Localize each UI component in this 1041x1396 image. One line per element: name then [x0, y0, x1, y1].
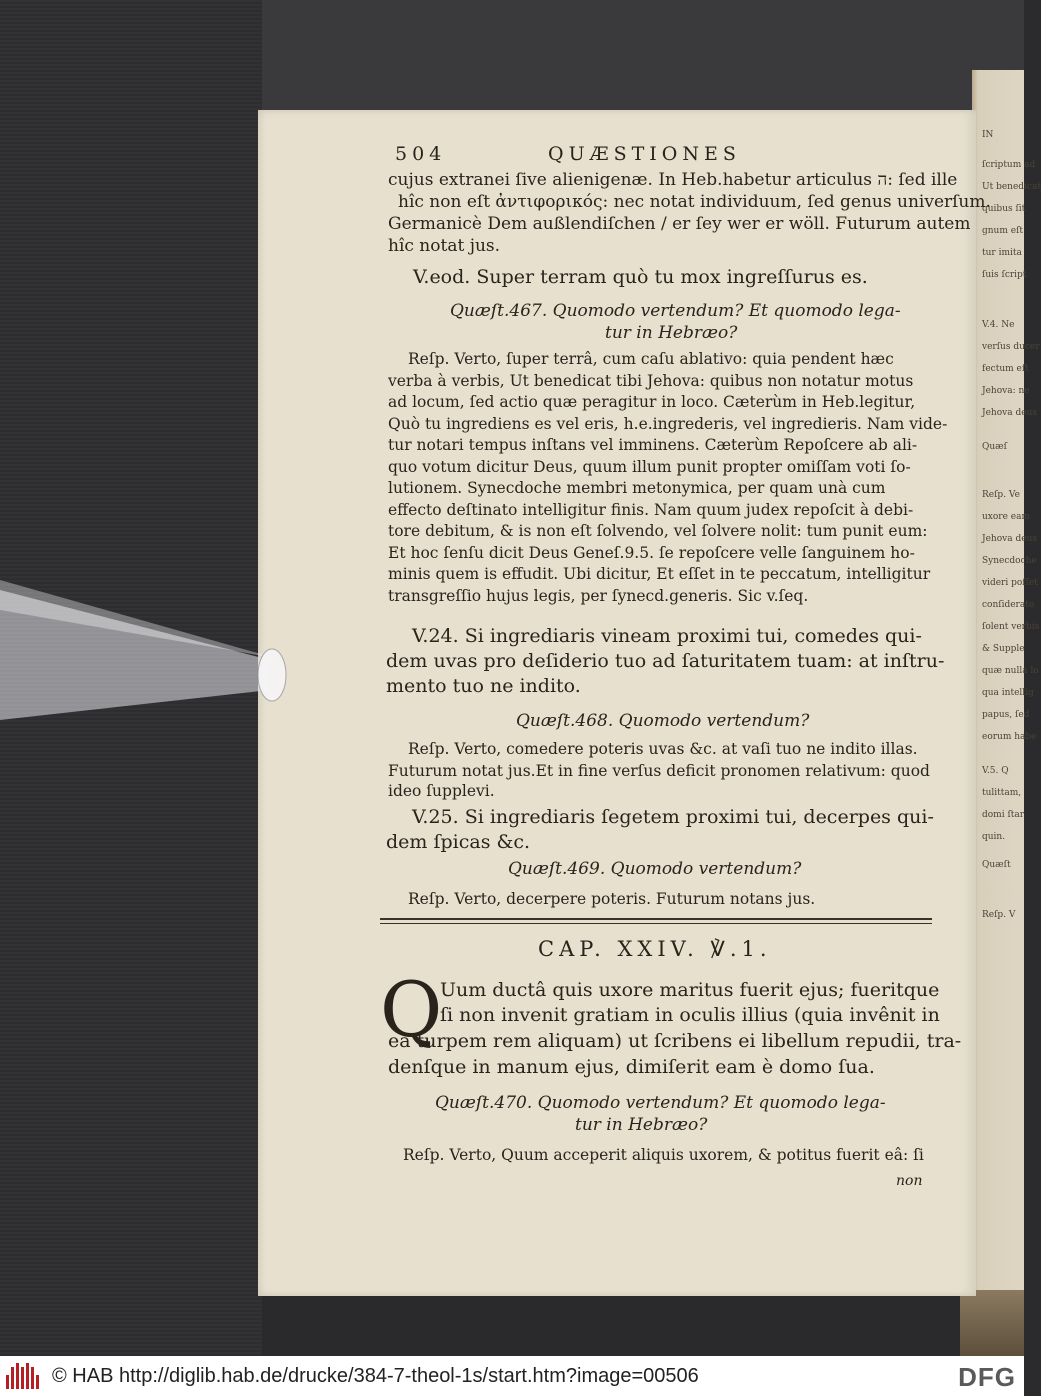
response-line: transgreſſio hujus legis, per ſynecd.generis. Sic v.ſeq. — [388, 586, 809, 605]
chapter-line: ea turpem rem aliquam) ut ſcribens ei libellum repudii, tra- — [388, 1030, 962, 1052]
verse-heading: V.eod. Super terram quò tu mox ingreſſurus es. — [413, 266, 868, 288]
text-line: cujus extranei ſive alienigenæ. In Heb.habetur articulus ה: ſed ille — [388, 170, 958, 190]
verse-heading: mento tuo ne indito. — [386, 675, 581, 697]
text-line: hîc notat jus. — [388, 236, 501, 256]
facing-page-line: qua intellig — [982, 688, 1034, 698]
facing-page-line: gnum eſt — [982, 226, 1024, 236]
response-line: Quò tu ingrediens es vel eris, h.e.ingrederis, vel ingredieris. Nam vide- — [388, 414, 948, 433]
facing-page-line: eorum habe — [982, 732, 1037, 742]
footer-bar — [0, 1356, 1024, 1396]
catchword: non — [896, 1173, 923, 1189]
facing-page-line: & Supple — [982, 644, 1025, 654]
facing-page-line: Ut benedicat — [982, 182, 1041, 192]
verse-heading: V.25. Si ingrediaris ſegetem proximi tui, decerpes qui- — [412, 806, 934, 828]
question-heading: tur in Hebræo? — [605, 323, 738, 343]
facing-page-line: Quæſ — [982, 442, 1007, 452]
response-line: tore debitum, & is non eſt ſolvendo, vel ſolvere nolit: tum punit eum: — [388, 522, 928, 540]
response-line: Reſp. Verto, decerpere poteris. Futurum notans jus. — [408, 890, 816, 908]
question-heading: Quæſt.470. Quomodo vertendum? Et quomodo lega- — [435, 1093, 886, 1113]
facing-page-line: Jehova deus — [982, 534, 1037, 544]
facing-page-line: Synecdoche — [982, 556, 1037, 566]
facing-page-line: Quæſt — [982, 860, 1011, 870]
response-line: Reſp. Verto, Quum acceperit aliquis uxorem, & potitus fuerit eâ: ſi — [403, 1146, 924, 1164]
response-line: Et hoc ſenſu dicit Deus Geneſ.9.5. ſe repoſcere velle ſanguinem ho- — [388, 543, 915, 562]
facing-page-line: V.5. Q — [982, 766, 1009, 776]
facing-page-line: Reſp. Ve — [982, 490, 1020, 500]
facing-page-line: videri poſſet — [982, 578, 1038, 588]
facing-page-line: quin. — [982, 832, 1006, 842]
facing-page-line: ſuis ſcript — [982, 270, 1027, 280]
facing-page-line: Reſp. V — [982, 910, 1016, 920]
text-line: hîc non eſt ἀντιφορικός: nec notat individuum, ſed genus univerſum. — [398, 192, 991, 212]
response-line: ad locum, ſed actio quæ peragitur in loco. Cæterùm in Heb.legitur, — [388, 393, 916, 411]
question-heading: Quæſt.467. Quomodo vertendum? Et quomodo lega- — [450, 301, 901, 321]
facing-page-line: ſcriptum ad — [982, 160, 1036, 170]
chapter-heading: CAP. XXIV. ℣.1. — [538, 937, 772, 961]
hab-logo-icon — [6, 1363, 44, 1389]
response-line: Reſp. Verto, ſuper terrâ, cum caſu ablativo: quia pendent hæc — [408, 350, 894, 368]
section-rule — [380, 923, 932, 924]
drop-capital: Q — [380, 965, 443, 1054]
facing-page-line: papus, ſed — [982, 710, 1030, 720]
facing-page-line: tulittam, — [982, 788, 1022, 798]
chapter-line: ſi non invenit gratiam in oculis illius (quia invênit in — [440, 1004, 940, 1026]
facing-page-line: quibus ſit — [982, 204, 1026, 214]
book-spine-bottom — [960, 1290, 1024, 1356]
question-heading: tur in Hebræo? — [575, 1115, 708, 1135]
response-line: ideo ſupplevi. — [388, 782, 495, 800]
text-line: Germanicè Dem außlendiſchen / er ſey wer er wöll. Futurum autem — [388, 214, 971, 234]
response-line: Futurum notat jus.Et in fine verſus deficit pronomen relativum: quod — [388, 762, 930, 780]
verse-heading: dem ſpicas &c. — [386, 831, 531, 853]
facing-page-line: IN — [982, 130, 994, 140]
facing-page-line: Jehova deus — [982, 408, 1037, 418]
facing-page-line: domi ſtar — [982, 810, 1025, 820]
response-line: quo votum dicitur Deus, quum illum punit propter omiſſam voti ſo- — [388, 457, 911, 476]
page-number: 504 — [395, 143, 447, 165]
section-rule — [380, 918, 932, 920]
facing-page-line: verſus ducer — [982, 342, 1040, 352]
facing-page-line: uxore eam — [982, 512, 1031, 522]
facing-page-line: V.4. Ne — [982, 320, 1015, 330]
question-heading: Quæſt.469. Quomodo vertendum? — [508, 859, 802, 879]
copyright-link[interactable]: © HAB http://diglib.hab.de/drucke/384-7-theol-1s/start.htm?image=00506 — [52, 1365, 699, 1387]
chapter-line: Uum ductâ quis uxore maritus fuerit ejus; fueritque — [440, 979, 940, 1001]
facing-page-line: ſolent verbis — [982, 622, 1040, 632]
question-heading: Quæſt.468. Quomodo vertendum? — [516, 711, 810, 731]
glass-pane — [0, 540, 290, 740]
facing-page-line: tur imita — [982, 248, 1022, 258]
facing-page-edge — [972, 70, 1041, 1350]
response-line: verba à verbis, Ut benedicat tibi Jehova: quibus non notatur motus — [388, 371, 914, 390]
response-line: lutionem. Synecdoche membri metonymica, per quam unà cum — [388, 479, 886, 497]
chapter-line: denſque in manum ejus, dimiſerit eam è domo ſua. — [388, 1056, 875, 1078]
facing-page-line: quæ nulla lo — [982, 666, 1039, 676]
dfg-logo: DFG — [958, 1362, 1016, 1392]
response-line: minis quem is effudit. Ubi dicitur, Et eſſet in te peccatum, intelligitur — [388, 565, 931, 583]
response-line: tur notari tempus inſtans vel imminens. Cæterùm Repoſcere ab ali- — [388, 436, 918, 454]
facing-page-line: fectum eſt — [982, 364, 1029, 374]
verse-heading: dem uvas pro deſiderio tuo ad ſaturitatem tuam: at inſtru- — [386, 650, 945, 672]
response-line: Reſp. Verto, comedere poteris uvas &c. at vaſi tuo ne indito illas. — [408, 740, 918, 758]
verse-heading: V.24. Si ingrediaris vineam proximi tui, comedes qui- — [412, 625, 922, 647]
running-header: QUÆSTIONES — [548, 143, 741, 165]
response-line: effecto deſtinato intelligitur finis. Nam quum judex repoſcit à debi- — [388, 500, 914, 519]
facing-page-line: Jehova: ne — [982, 386, 1030, 396]
facing-page-line: conſiderato — [982, 600, 1035, 610]
